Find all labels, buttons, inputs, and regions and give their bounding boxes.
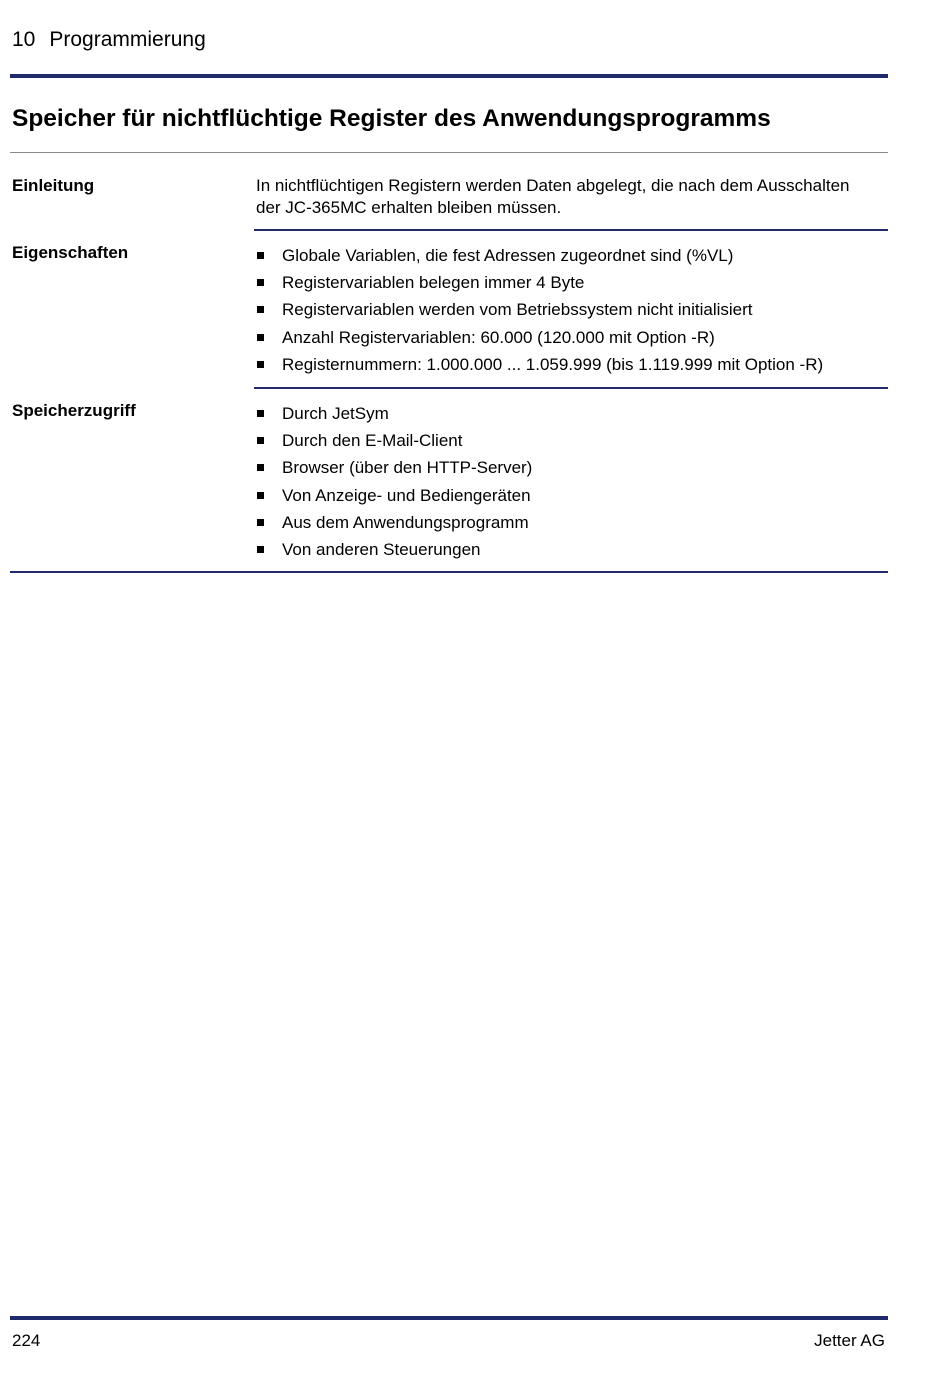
title-divider <box>10 152 888 153</box>
square-bullet-icon <box>257 306 264 313</box>
square-bullet-icon <box>257 252 264 259</box>
square-bullet-icon <box>257 279 264 286</box>
section-label-intro: Einleitung <box>12 176 95 195</box>
section-divider-properties <box>254 387 888 389</box>
square-bullet-icon <box>257 519 264 526</box>
company-name: Jetter AG <box>814 1331 885 1350</box>
chapter-number: 10 <box>12 28 36 51</box>
square-bullet-icon <box>257 410 264 417</box>
square-bullet-icon <box>257 437 264 444</box>
section-divider-access <box>10 571 888 573</box>
chapter-header <box>12 26 206 54</box>
section-divider-intro <box>254 229 888 231</box>
chapter-title: Programmierung <box>49 28 206 51</box>
header-rule <box>10 74 888 78</box>
intro-text: In nichtflüchtigen Registern werden Daten abgelegt, die nach dem Ausschalten der JC-365MC erhalten bleiben müssen. <box>256 176 850 217</box>
square-bullet-icon <box>257 464 264 471</box>
square-bullet-icon <box>257 334 264 341</box>
square-bullet-icon <box>257 546 264 553</box>
page-number: 224 <box>12 1331 41 1350</box>
square-bullet-icon <box>257 492 264 499</box>
section-label-access: Speicherzugriff <box>12 401 136 420</box>
section-label-properties: Eigenschaften <box>12 243 129 262</box>
square-bullet-icon <box>257 361 264 368</box>
page-title: Speicher für nichtflüchtige Register des Anwendungsprogramms <box>12 105 771 132</box>
footer-rule <box>10 1316 888 1320</box>
